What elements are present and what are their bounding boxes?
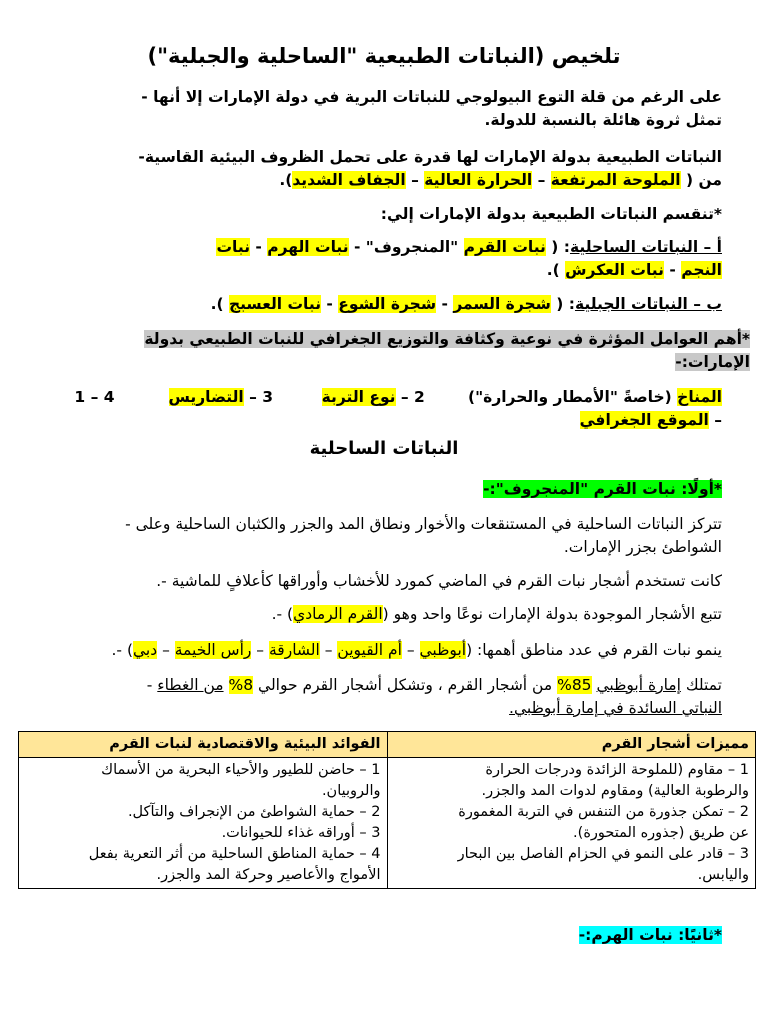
highlight-shoo: شجرة الشوع	[338, 295, 437, 313]
bullet-5	[42, 674, 722, 720]
text-fragment: 2 –	[395, 388, 425, 406]
highlight-najm-1: نبات	[216, 238, 251, 256]
table-cell-benefits	[19, 758, 388, 889]
mountain-label: ب – النباتات الجبلية	[574, 295, 722, 313]
factors-list	[42, 386, 722, 432]
text-fragment: : (	[556, 295, 575, 313]
tolerance-line-2	[42, 169, 722, 192]
table-line: 1 – مقاوم (للملوحة الزائدة ودرجات الحرارة	[485, 762, 749, 778]
text-fragment: -	[146, 676, 158, 694]
coastal-line-1	[42, 236, 722, 259]
table-line: 1 – حاضن للطيور والأحياء البحرية من الأسماك	[101, 762, 381, 778]
factors-line-1-text: *أهم العوامل المؤثرة في نوعية وكثافة والتوزيع الجغرافي للنبات الطبيعي بدولة	[144, 330, 750, 348]
text-fragment: (خاصةً "الأمطار والحرارة")	[468, 388, 678, 406]
highlight-samr: شجرة السمر	[453, 295, 551, 313]
bullet-5-line-1	[42, 674, 722, 697]
highlight-drought: الجفاف الشديد	[292, 171, 406, 189]
highlight-rak: رأس الخيمة	[174, 641, 252, 659]
bullet-1-line-2: الشواطئ بجزر الإمارات.	[563, 538, 722, 556]
table-line: عن طريق (جذوره المتحورة).	[573, 825, 749, 841]
text-fragment: 4 – 1	[74, 388, 115, 406]
highlight-akrash: نبات العكرش	[565, 261, 664, 279]
second-heading-wrap	[42, 924, 722, 947]
text-fragment: تتبع الأشجار الموجودة بدولة الإمارات نوعًا واحد وهو (	[382, 605, 722, 623]
mangrove-table	[18, 731, 756, 889]
tolerance-paragraph	[42, 146, 722, 192]
factors-line-2-text: الإمارات:-	[675, 353, 750, 371]
table-line: والروبيان.	[321, 783, 381, 799]
intro-line-2: تمثل ثروة هائلة بالنسبة للدولة.	[484, 111, 722, 129]
tolerance-line-1: النباتات الطبيعية بدولة الإمارات لها قدرة على تحمل الظروف البيئية القاسية-	[138, 148, 722, 166]
factor-climate: المناخ	[677, 388, 722, 406]
intro-line-1: على الرغم من قلة التوع البيولوجي للنباتات البرية في دولة الإمارات إلا أنها -	[141, 88, 722, 106]
factors-line-b	[42, 409, 722, 432]
factor-terrain: التضاريس	[168, 388, 244, 406]
table-cell-features	[387, 758, 756, 889]
text-fragment: –	[708, 411, 722, 429]
text-fragment: -	[250, 238, 268, 256]
text-fragment: ) -.	[111, 641, 133, 659]
factor-soil: نوع التربة	[321, 388, 396, 406]
highlight-grey-mangrove: القرم الرمادي	[293, 605, 383, 623]
text-fragment: من أشجار القرم ، وتشكل أشجار القرم حوالي	[253, 676, 558, 694]
highlight-mangrove: نبات القرم	[463, 238, 546, 256]
underline-cover: من الغطاء	[157, 676, 224, 694]
factors-line-a	[42, 386, 722, 409]
bullet-2: كانت تستخدم أشجار نبات القرم في الماضي كمورد للأخشاب وأوراقها كأعلافٍ للماشية -.	[156, 572, 722, 590]
highlight-85: 85%	[557, 676, 592, 694]
table-line: 2 – حماية الشواطئ من الإنجراف والتآكل.	[127, 804, 381, 820]
highlight-najm-2: النجم	[681, 261, 722, 279]
table-line: 4 – حماية المناطق الساحلية من أثر التعرية بفعل	[88, 846, 381, 862]
table-line: 3 – قادر على النمو في الحزام الفاصل بين البحار	[457, 846, 749, 862]
coastal-line-2	[42, 259, 722, 282]
factor-location: الموقع الجغرافي	[579, 411, 709, 429]
separator: –	[405, 171, 425, 189]
text-fragment: ينمو نبات القرم في عدد مناطق أهمها: (	[466, 641, 722, 659]
text-fragment: ).	[546, 261, 566, 279]
text-fragment: 3 –	[243, 388, 274, 406]
highlight-sharjah: الشارقة	[268, 641, 320, 659]
text-fragment: ).	[210, 295, 229, 313]
bullet-3	[42, 603, 722, 626]
text-fragment: "المنجروف" -	[348, 238, 464, 256]
text-fragment: -	[663, 261, 682, 279]
table-line: 2 – تمكن جذورة من التنفس في التربة المغمورة	[458, 804, 749, 820]
mountain-plants-paragraph	[42, 293, 722, 316]
factors-line-2	[46, 351, 750, 374]
text-fragment: تمتلك	[680, 676, 722, 694]
coastal-label: أ – النباتات الساحلية	[569, 238, 722, 256]
highlight-abudhabi: أبوظبي	[419, 641, 467, 659]
bullet-5-line-2: النباتي السائدة في إمارة أبوظبي.	[509, 699, 722, 717]
highlight-ummalquwain: أم القيوين	[337, 641, 402, 659]
highlight-salinity: الملوحة المرتفعة	[550, 171, 681, 189]
highlight-haram: نبات الهرم	[267, 238, 349, 256]
bullet-1-line-1: تتركز النباتات الساحلية في المستنقعات والأخوار ونطاق المد والجزر والكثبان الساحلية وعلى -	[125, 515, 722, 533]
text-fragment: -	[436, 295, 454, 313]
bullet-4: ينمو نبات القرم في عدد مناطق أهمها: (أبوظبي – أم القيوين – الشارقة – رأس الخيمة – دبي) -.	[111, 641, 722, 659]
highlight-heat: الحرارة العالية	[424, 171, 533, 189]
second-heading: *ثانيًا: نبات الهرم:-	[578, 926, 722, 944]
text-fragment: ) -.	[271, 605, 294, 623]
text-fragment: ).	[279, 171, 293, 189]
highlight-8: 8%	[228, 676, 254, 694]
first-heading-wrap	[42, 478, 722, 501]
text-fragment: -	[321, 295, 339, 313]
text-fragment: : (	[551, 238, 570, 256]
factors-heading	[46, 328, 750, 374]
table-line: واليابس.	[697, 867, 749, 883]
highlight-dubai: دبي	[133, 641, 158, 659]
highlight-asbaj: نبات العسبج	[228, 295, 322, 313]
section-title: النباتات الساحلية	[309, 438, 459, 459]
table-line: والرطوبة العالية) ومقاوم لدوات المد والجزر.	[481, 783, 749, 799]
factors-line-1	[46, 328, 750, 351]
table-line: 3 – أوراقه غذاء للحيوانات.	[221, 825, 381, 841]
separator: –	[532, 171, 551, 189]
intro-paragraph	[42, 86, 722, 132]
first-heading: *أولًا: نبات القرم "المنجروف":-	[483, 480, 722, 498]
table-line: الأمواج والأعاصير وحركة المد والجزر.	[156, 867, 381, 883]
table-header-features: مميزات أشجار القرم	[387, 732, 756, 758]
table-header-benefits: الفوائد البيئية والاقتصادية لنبات القرم	[19, 732, 388, 758]
underline-abudhabi: إمارة أبوظبي	[596, 676, 681, 694]
text-fragment: من (	[680, 171, 722, 189]
page-title: تلخيص (النباتات الطبيعية "الساحلية والجبلية")	[147, 44, 621, 68]
bullet-1	[42, 513, 722, 559]
division-line: *تنقسم النباتات الطبيعية بدولة الإمارات إلي:	[380, 205, 722, 223]
coastal-plants-paragraph	[42, 236, 722, 282]
table-header-row	[19, 732, 756, 758]
table-row	[19, 758, 756, 889]
